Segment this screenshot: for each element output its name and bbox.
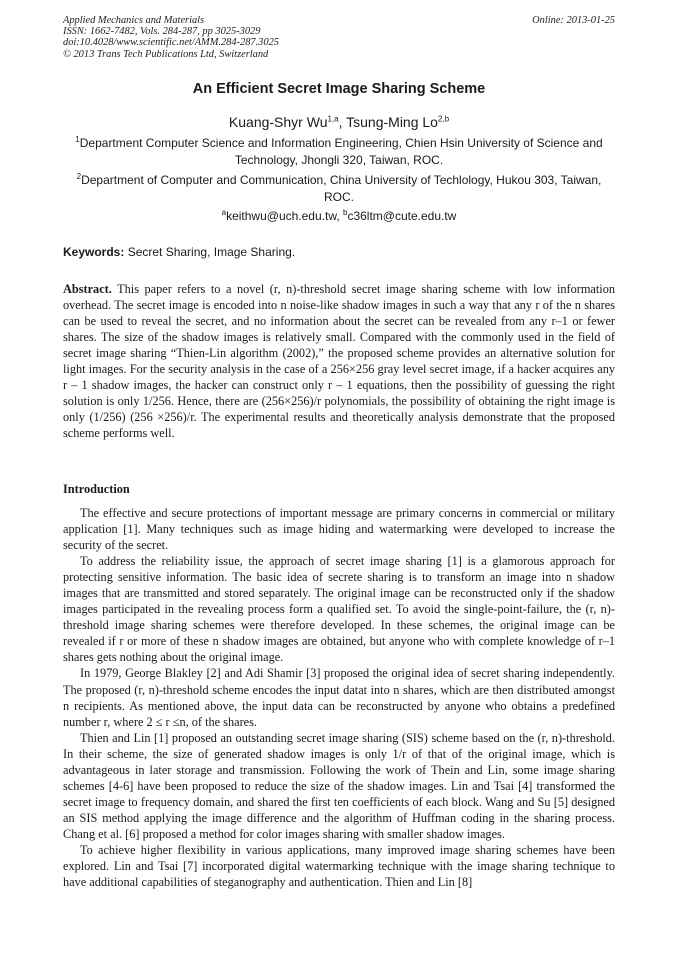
author-name: Kuang-Shyr Wu	[228, 114, 328, 130]
body-paragraph: Thien and Lin [1] proposed an outstanding secret image sharing (SIS) scheme based on the (r, n)-threshold. In their scheme, the size of generated shadow images is only 1/r of that of the original image, which is advantageous in later storage and transmission. Following the work of Thein and Lin, some image sharing schemes [4-6] have been proposed to reduce the size of the shadow images. Lin and Tsai [4] transformed the secret image to frequency domain, and shared the first ten coefficients of each block. Wang and Su [5] designed an SIS method applying the image difference and the algorithm of Huffman coding in the sharing process. Chang et al. [6] proposed a method for color images sharing with smaller shadow images.	[63, 730, 615, 841]
affiliation	[63, 135, 615, 168]
author-affiliation-marker: 2,b	[437, 114, 450, 124]
body-paragraph: The effective and secure protections of important message are primary concerns in commercial or military application [1]. Many techniques such as image hiding and watermarking were developed to increase the security of the secret.	[63, 506, 615, 553]
abstract-label: Abstract.	[63, 282, 112, 296]
body-paragraph: To address the reliability issue, the approach of secret image sharing [1] is a glamorous approach for protecting sensitive information. The basic idea of secrete sharing is to transform an image into n shadow images that are transmitted and stored separately. The original image can be reconstructed only if the shadow images participated in the revealing process form a qualified set. To avoid the single-point-failure, the (r, n)-threshold image sharing schemes were therefore developed. In these schemes, the original image can be revealed if r or more of these n shadow images are obtained, but anyone who with complete knowledge of r–1 shares gets nothing about the original image.	[63, 554, 615, 665]
abstract-text: This paper refers to a novel (r, n)-threshold secret image sharing scheme with low information overhead. The secret image is encoded into n noise-like shadow images in such a way that any r of the n shares can be used to reveal the secret, and no information about the secret can be revealed from any r–1 or fewer shares. The size of the shadow images is relatively small. Compared with the commonly used in the field of secret image sharing “Thien-Lin algorithm (2002),” the proposed scheme provides an alternative solution for light images. For the security analysis in the case of a 256×256 gray level secret image, if a hacker acquires any r – 1 shadow images, the hacker can construct only r – 1 equations, then the possibility of guessing the right solution is only 1/256. Hence, there are (256×256)/r polynomials, the possibility of obtaining the right image is only (1/256) (256 ×256)/r. The experimental results and theoretically analysis demonstrate that the proposed scheme performs well.	[63, 282, 615, 441]
author-affiliation-marker: 1,a	[327, 114, 339, 124]
email-marker: a	[221, 208, 227, 217]
affiliation-marker: 2	[76, 172, 82, 181]
section-heading: Introduction	[63, 482, 130, 496]
body-paragraph: In 1979, George Blakley [2] and Adi Shamir [3] proposed the original idea of secret sharing independently. The proposed (r, n)-threshold scheme encodes the input datat into n shares, which are then distributed amongst n recipients. As mentioned above, the input data can be reconstructed by anyone who obtains a predefined number r, where 2 ≤ r ≤n, of the shares.	[63, 666, 615, 729]
affiliation-marker: 1	[75, 135, 80, 144]
paper-title: An Efficient Secret Image Sharing Scheme	[192, 81, 486, 97]
keywords-label: Keywords:	[63, 245, 125, 259]
affiliation	[63, 172, 615, 205]
abstract	[63, 281, 615, 441]
author-emails	[63, 209, 615, 223]
email-separator: ,	[336, 209, 343, 223]
issn-line: ISSN: 1662-7482, Vols. 284-287, pp 3025-3029	[63, 26, 261, 38]
affiliation-text: Department Computer Science and Information Engineering, Chien Hsin University of Science and Technology, Jhongli 320, Taiwan, ROC.	[79, 136, 603, 167]
doi-line: doi:10.4028/www.scientific.net/AMM.284-287.3025	[63, 37, 279, 49]
affiliation-text: Department of Computer and Communication, China University of Techlology, Hukou 303, Taiwan, ROC.	[81, 173, 602, 204]
author-separator: ,	[338, 114, 347, 130]
online-date: Online: 2013-01-25	[532, 15, 615, 26]
keywords-text: Secret Sharing, Image Sharing.	[124, 245, 296, 259]
copyright-line: © 2013 Trans Tech Publications Ltd, Switzerland	[63, 48, 269, 60]
body-paragraph: To achieve higher flexibility in various applications, many improved image sharing schemes have been explored. Lin and Tsai [7] incorporated digital watermarking technique with the image sharing technique to have additional capabilities of steganography and authentication. Thien and Lin [8]	[63, 842, 615, 890]
email-marker: b	[343, 208, 348, 217]
keywords	[63, 245, 615, 259]
email-link[interactable]: keithwu@uch.edu.tw	[226, 209, 337, 223]
author-name: Tsung-Ming Lo	[346, 114, 438, 130]
email-link[interactable]: c36ltm@cute.edu.tw	[347, 209, 457, 223]
author-line	[63, 114, 615, 130]
introduction-body	[63, 505, 615, 890]
journal-name: Applied Mechanics and Materials	[63, 15, 205, 26]
